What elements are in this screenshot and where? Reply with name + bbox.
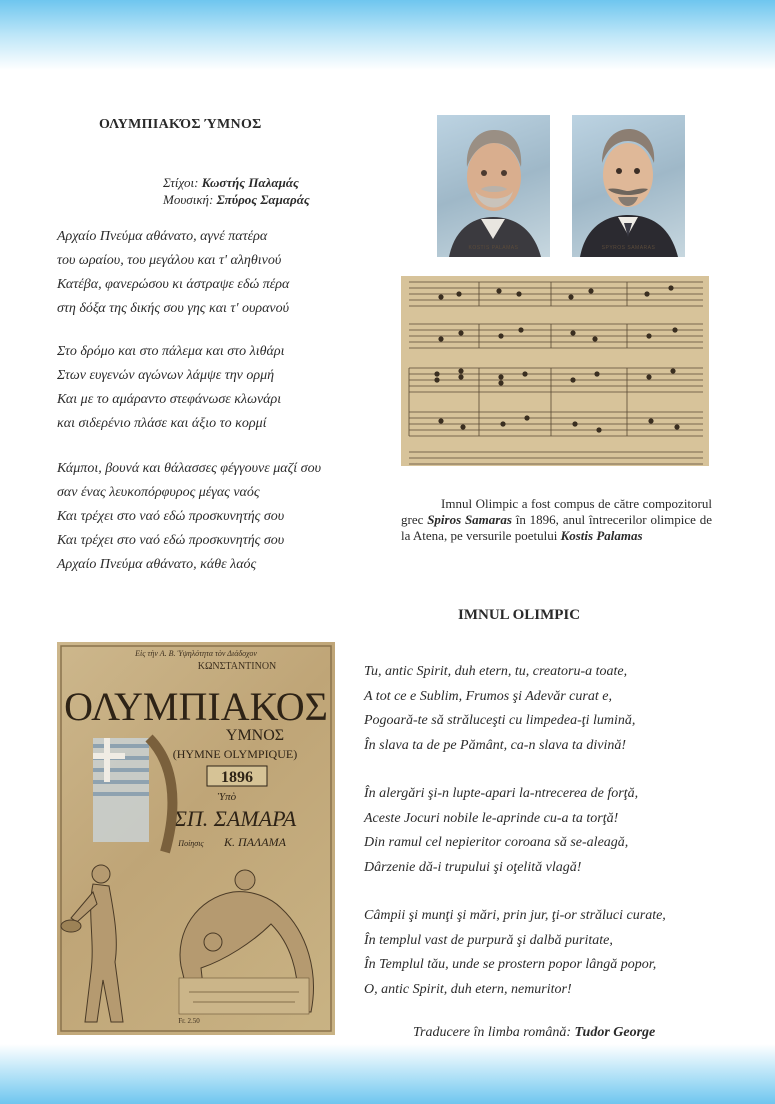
romanian-stanza-2 (364, 782, 638, 880)
verse-line: Aceste Jocuri nobile le-aprinde cu-a ta torţă! (364, 810, 619, 826)
verse-line: Tu, antic Spirit, duh etern, tu, creatoru-a toate, (364, 664, 628, 679)
portrait-samaras (572, 115, 685, 257)
verse-line: Dârzenie dă-i trupului şi oţelită vlagă! (364, 859, 582, 875)
verse-line: και σιδερένιο πλάσε και άξιο το κορμί (57, 416, 267, 431)
portrait-caption: KOSTIS PALAMAS (468, 245, 519, 251)
top-gradient-band (0, 0, 775, 70)
verse-line: Pogoară-te să străluceşti cu limpedea-ţi lumină, (364, 713, 636, 728)
hymn-description: Imnul Olimpic a fost compus de către compozitorul grec Spiros Samaras în 1896, anul întrecerilor olimpice de la Atena, pe versurile poetului Kostis Palamas (401, 496, 713, 543)
greek-credits (163, 174, 310, 208)
greek-stanza-2 (57, 340, 284, 436)
poster-composer: ΣΠ. ΣΑΜΑΡΑ (173, 806, 297, 831)
poster-year: 1896 (221, 769, 253, 786)
poster-french-title: (HYMNE OLYMPIQUE) (172, 747, 298, 761)
poster-subtitle: ΥΜΝΟΣ (225, 727, 285, 744)
poster-poet-label: Ποίησις (178, 839, 204, 848)
bottom-gradient-band (0, 1044, 775, 1104)
verse-line: Στων ευγενών αγώνων λάμψε την ορμή (57, 368, 275, 383)
verse-line: Και τρέχει στο ναό εδώ προσκυνητής σου (57, 533, 285, 548)
verse-line: În templul vast de purpură şi dalbă puritate, (364, 932, 613, 948)
music-author: Σπύρος Σαμαράς (216, 192, 310, 207)
verse-line: În slava ta de pe Pământ, ca-n slava ta divină! (364, 737, 627, 753)
portrait-palamas (437, 115, 550, 257)
verse-line: A tot ce e Sublim, Frumos şi Adevăr curat e, (364, 688, 612, 704)
verse-line: O, antic Spirit, duh etern, nemuritor! (364, 981, 572, 997)
lyrics-credit: Στίχοι: Κωστής Παλαμάς (163, 175, 299, 190)
portrait-palamas-drawing (437, 115, 550, 257)
verse-line: Κατέβα, φανερώσου κι άστραψε εδώ πέρα (57, 277, 290, 292)
verse-line: Στο δρόμο και στο πάλεμα και στο λιθάρι (57, 344, 285, 359)
verse-line: Αρχαίο Πνεύμα αθάνατο, αγνέ πατέρα (57, 229, 268, 244)
romanian-stanza-3 (364, 904, 666, 1002)
poster-flag (93, 738, 172, 852)
verse-line: Και με το αμάραντο στεφάνωσε κλωνάρι (57, 392, 282, 407)
composer-name: Spiros Samaras (427, 512, 512, 527)
verse-line: Και τρέχει στο ναό εδώ προσκυνητής σου (57, 509, 285, 524)
verse-line: σαν ένας λευκοπόρφυρος μέγας ναός (57, 485, 260, 500)
greek-hymn-title: ΟΛΥΜΠΙΑΚΌΣ ΎΜΝΟΣ (99, 117, 262, 132)
greek-stanza-1 (57, 225, 289, 321)
greek-stanza-3 (57, 457, 321, 577)
poster-dedication: Εἰς τὴν Α. Β. Ὑψηλότητα τὸν Διάδοχον (135, 649, 257, 658)
portrait-caption: SPYROS SAMARAS (601, 245, 656, 251)
romanian-stanza-1 (364, 660, 635, 758)
poster-dedicatee: ΚΩΝΣΤΑΝΤΙΝΟΝ (197, 661, 277, 672)
poster-title: ΟΛΥΜΠΙΑΚΟΣ (64, 684, 328, 729)
verse-line: του ωραίου, του μεγάλου και τ' αληθινού (57, 253, 282, 268)
lyrics-author: Κωστής Παλαμάς (201, 175, 299, 190)
verse-line: στη δόξα της δικής σου γης και τ' ουρανού (57, 301, 290, 316)
poster-poet: Κ. ΠΑΛΑΜΑ (224, 835, 286, 849)
portrait-samaras-drawing (572, 115, 685, 257)
music-credit: Μουσική: Σπύρος Σαμαράς (163, 192, 310, 207)
verse-line: Din ramul cel nepieritor coroana să se-aleagă, (364, 835, 629, 850)
verse-line: Câmpii şi munţi şi mări, prin jur, ţi-or străluci curate, (364, 908, 666, 923)
translator-credit: Traducere în limba română: Tudor George (413, 1025, 656, 1040)
verse-line: În Templul tău, unde se prostern popor lângă popor, (364, 957, 657, 972)
sheet-music-image (401, 276, 709, 466)
verse-line: Αρχαίο Πνεύμα αθάνατο, κάθε λαός (57, 557, 257, 572)
romanian-hymn-title: IMNUL OLIMPIC (458, 607, 581, 623)
poster-by-label: Ὑπὸ (217, 791, 237, 803)
vintage-poster-image (57, 642, 335, 1035)
poster-price: Fr. 2.50 (178, 1017, 200, 1025)
verse-line: Κάμποι, βουνά και θάλασσες φέγγουνε μαζί σου (57, 461, 321, 476)
sheet-music-drawing (401, 276, 709, 466)
poster-drawing (57, 642, 335, 1035)
poet-name: Kostis Palamas (560, 528, 643, 543)
translator-name: Tudor George (574, 1025, 656, 1040)
verse-line: În alergări şi-n lupte-apari la-ntrecerea de forţă, (364, 786, 639, 801)
